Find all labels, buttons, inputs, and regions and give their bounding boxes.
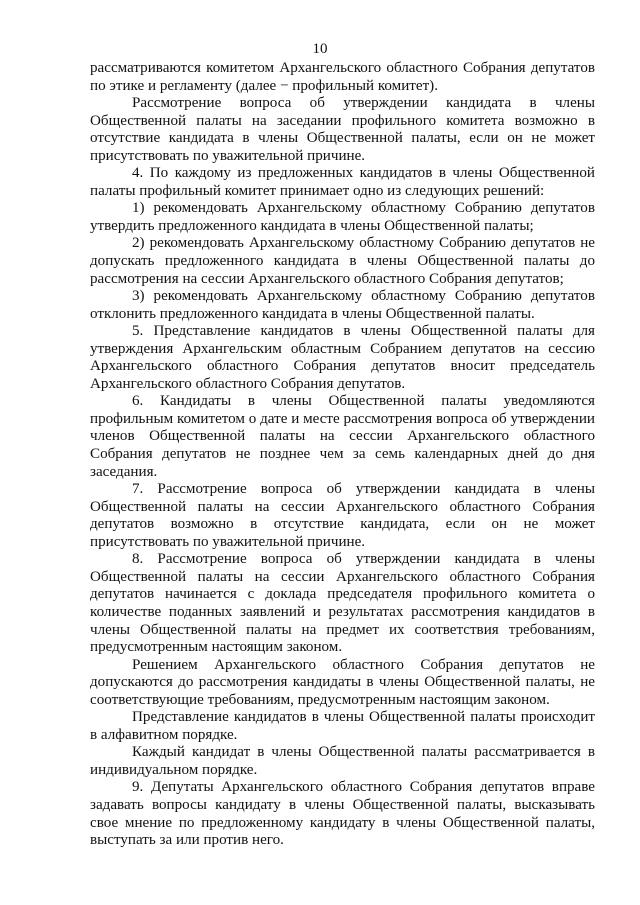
paragraph-item-5: 5. Представление кандидатов в члены Общественной палаты для утверждения Архангельским областным Собранием депутатов на сессию Архангельского областного Собрания депутатов вносит председатель Архангельского областного Собрания депутатов. (90, 323, 595, 392)
paragraph: Представление кандидатов в члены Общественной палаты происходит в алфавитном порядке. (90, 709, 595, 743)
paragraph-item-4: 4. По каждому из предложенных кандидатов в члены Общественной палаты профильный комитет принимает одно из следующих решений: (90, 165, 595, 199)
paragraph: Каждый кандидат в члены Общественной палаты рассматривается в индивидуальном порядке. (90, 744, 595, 778)
paragraph-item-9: 9. Депутаты Архангельского областного Собрания депутатов вправе задавать вопросы кандидату в члены Общественной палаты, высказывать свое мнение по предложенному кандидату в члены Общественной палаты, выступать за или против него. (90, 779, 595, 849)
paragraph-subitem-3: 3) рекомендовать Архангельскому областному Собранию депутатов отклонить предложенного кандидата в члены Общественной палаты. (90, 288, 595, 322)
paragraph: Рассмотрение вопроса об утверждении кандидата в члены Общественной палаты на заседании профильного комитета возможно в отсутствие кандидата в члены Общественной палаты, если он не может присутствовать по уважительной причине. (90, 95, 595, 164)
paragraph-subitem-2: 2) рекомендовать Архангельскому областному Собранию депутатов не допускать предложенного кандидата в члены Общественной палаты до рассмотрения на сессии Архангельского областного Собрания депутатов; (90, 235, 595, 287)
paragraph: Решением Архангельского областного Собрания депутатов не допускаются до рассмотрения кандидаты в члены Общественной палаты, не соответствующие требованиям, предусмотренным настоящим законом. (90, 656, 595, 708)
page-number: 10 (312, 41, 328, 57)
paragraph-item-7: 7. Рассмотрение вопроса об утверждении кандидата в члены Общественной палаты на сессии Архангельского областного Собрания депутатов возможно в отсутствие кандидата, если он не может присутствовать по уважительной причине. (90, 481, 595, 550)
paragraph-subitem-1: 1) рекомендовать Архангельскому областному Собранию депутатов утвердить предложенного кандидата в члены Общественной палаты; (90, 200, 595, 234)
paragraph-item-6: 6. Кандидаты в члены Общественной палаты уведомляются профильным комитетом о дате и месте рассмотрения вопроса об утверждении членов Общественной палаты на сессии Архангельского областного Собрания депутатов не позднее чем за семь календарных дней до дня заседания. (90, 393, 595, 480)
paragraph-item-8: 8. Рассмотрение вопроса об утверждении кандидата в члены Общественной палаты на сессии Архангельского областного Собрания депутатов начинается с доклада председателя профильного комитета о количестве поданных заявлений и результатах рассмотрения кандидатов в члены Общественной палаты на предмет их соответствия требованиям, предусмотренным настоящим законом. (90, 551, 595, 656)
paragraph-continuation: рассматриваются комитетом Архангельского областного Собрания депутатов по этике и регламенту (далее − профильный комитет). (90, 60, 595, 94)
document-body (90, 60, 595, 850)
